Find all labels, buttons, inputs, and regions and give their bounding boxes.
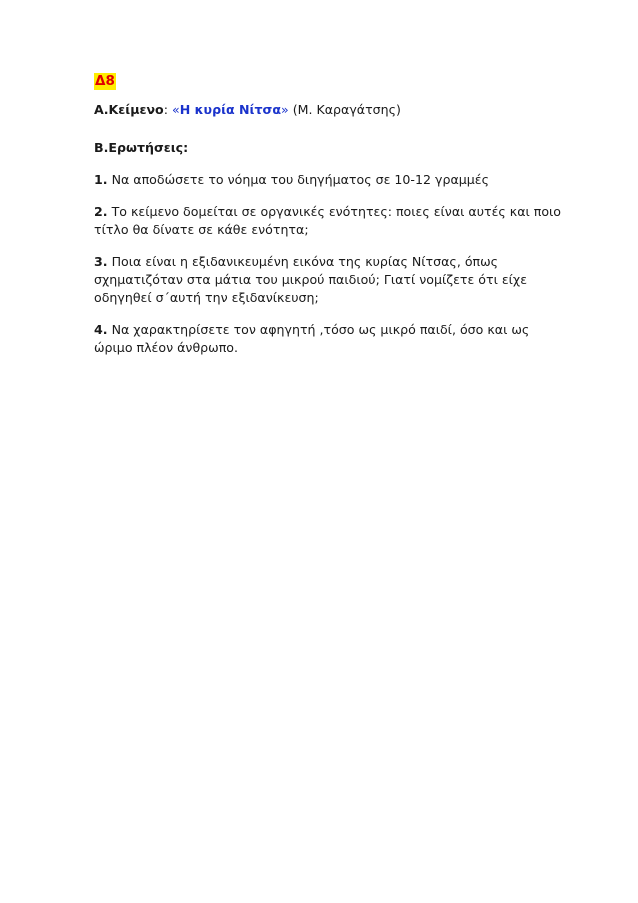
question-number: 3. [94,254,108,269]
quote-open: « [171,102,180,117]
question-4 [94,321,564,357]
document-page [94,72,564,357]
question-line [94,253,564,271]
question-line [94,171,564,189]
question-line [94,203,564,221]
question-text: Το κείμενο δομείται σε οργανικές ενότητες: ποιες είναι αυτές και ποιο [111,204,562,219]
text-label: Α.Κείμενο [94,102,164,117]
section-tag: Δ8 [95,73,115,89]
text-title: Η κυρία Νίτσα [179,102,281,117]
question-number: 2. [94,204,108,219]
question-line: ώριμο πλέον άνθρωπο. [94,340,238,355]
text-colon: : [163,102,172,117]
question-line: σχηματιζόταν στα μάτια του μικρού παιδιού; Γιατί νομίζετε ότι είχε [94,272,528,287]
question-3 [94,253,564,307]
question-text: Ποια είναι η εξιδανικευμένη εικόνα της κυρίας Νίτσας, όπως [111,254,499,269]
question-line [94,321,564,339]
question-line: τίτλο θα δίνατε σε κάθε ενότητα; [94,222,309,237]
header-row [94,72,564,90]
questions-heading: Β.Ερωτήσεις: [94,140,189,155]
question-text: Να αποδώσετε το νόημα του διηγήματος σε 10-12 γραμμές [111,172,489,187]
question-line: οδηγηθεί σ΄αυτή την εξιδανίκευση; [94,290,319,305]
text-author: (Μ. Καραγάτσης) [288,102,401,117]
question-text: Να χαρακτηρίσετε τον αφηγητή ,τόσο ως μικρό παιδί, όσο και ως [111,322,530,337]
question-2 [94,203,564,239]
text-source-line [94,101,564,119]
quote-close: » [280,102,289,117]
question-1 [94,171,564,189]
question-number: 4. [94,322,108,337]
question-number: 1. [94,172,108,187]
